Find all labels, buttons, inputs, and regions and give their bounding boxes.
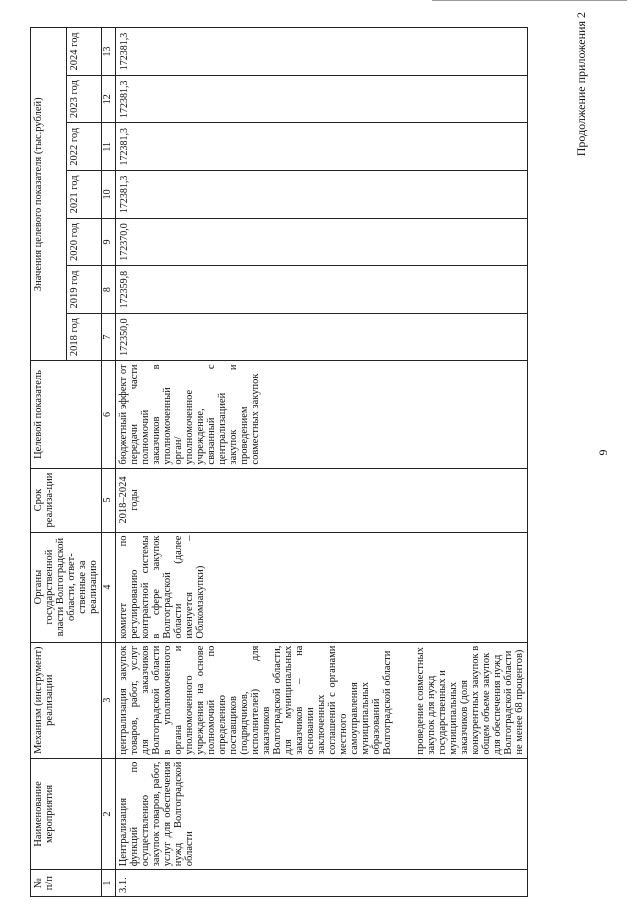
header-year: 2019 год — [66, 266, 102, 314]
header-mechanism: Механизм (инструмент) реализации — [31, 642, 102, 758]
continuation-label: Продолжение приложения 2 — [574, 12, 588, 157]
header-year: 2023 год — [66, 75, 102, 123]
value-2022: 172381,3 — [115, 123, 528, 171]
header-num: № п/п — [31, 870, 102, 897]
responsible-organs: комитет по регулированию контрактной системы в сфере закупок Волгоградской области (далее именуется – Облкомзакупки) — [115, 532, 528, 642]
mechanism-joint-purchases: проведение совместных закупок для нужд государственных и муниципальных заказчиков (доля конкурентных закупок в общем объеме закупок для обеспечения нужд Волгоградской области не менее 68 процентов) — [414, 645, 526, 755]
page-number: 9 — [596, 449, 610, 456]
column-number: 3 — [102, 642, 116, 758]
program-table — [30, 27, 528, 897]
row-number: 3.1. — [115, 870, 528, 897]
column-number: 9 — [102, 218, 116, 266]
header-year: 2020 год — [66, 218, 102, 266]
column-number: 12 — [102, 75, 116, 123]
value-2020: 172370,0 — [115, 218, 528, 266]
mechanism-centralization: централизация закупок товаров, работ, услуг для заказчиков Волгоградской области в уполномоченного органа и уполномоченного учреждения на основе полномочий по определению поставщиков (подрядчиков, исполнителей) для заказчиков Волгоградской области, для муниципальных заказчиков – на основании заключенных соглашений с органами местного самоуправления муниципальных образований Волгоградской области — [117, 645, 393, 755]
table-row — [115, 28, 528, 897]
value-2021: 172381,3 — [115, 171, 528, 219]
header-year: 2024 год — [66, 28, 102, 76]
implementation-term: 2018–2024 годы — [115, 468, 528, 532]
header-name: Наименование мероприятия — [31, 758, 102, 870]
activity-name: Централизация функций по осуществлению закупок товаров, работ, услуг для обеспечения нужд Волгоградской области — [115, 758, 528, 870]
column-number: 4 — [102, 532, 116, 642]
column-number: 6 — [102, 361, 116, 468]
column-number-row — [102, 28, 116, 897]
column-number: 5 — [102, 468, 116, 532]
value-2023: 172381,3 — [115, 75, 528, 123]
header-values-title: Значения целевого показателя (тыс.рублей) — [31, 28, 67, 361]
mechanism-cell — [115, 642, 528, 758]
column-number: 10 — [102, 171, 116, 219]
header-year: 2022 год — [66, 123, 102, 171]
header-organs: Органы государственной власти Волгоградской области, ответ-ственные за реализацию — [31, 532, 102, 642]
column-number: 8 — [102, 266, 116, 314]
column-number: 1 — [102, 870, 116, 897]
value-2019: 172359,8 — [115, 266, 528, 314]
value-2024: 172381,3 — [115, 28, 528, 76]
header-term: Срок реализа-ции — [31, 468, 102, 532]
column-number: 7 — [102, 313, 116, 361]
target-indicator: бюджетный эффект от передачи части полномочий заказчиков в уполномоченный орган/ уполномоченное учреждение, связанный с централизацией закупок и проведением совместных закупок — [115, 361, 528, 468]
header-row — [31, 28, 67, 897]
column-number: 13 — [102, 28, 116, 76]
value-2018: 172350,0 — [115, 313, 528, 361]
header-indicator: Целевой показатель — [31, 361, 102, 468]
column-number: 11 — [102, 123, 116, 171]
column-number: 2 — [102, 758, 116, 870]
header-year: 2021 год — [66, 171, 102, 219]
header-year: 2018 год — [66, 313, 102, 361]
